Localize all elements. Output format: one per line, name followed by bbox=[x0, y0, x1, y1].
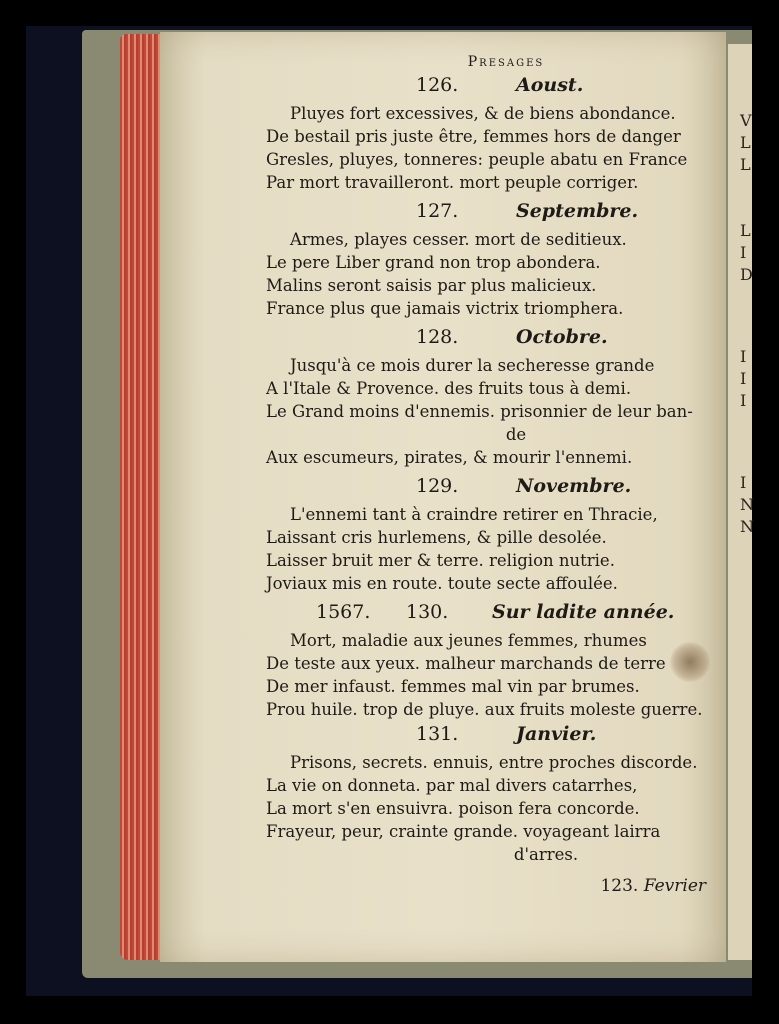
facing-letter: D bbox=[740, 265, 753, 284]
verse-line: Gresles, pluyes, tonneres: peuple abatu en France bbox=[266, 150, 688, 169]
stanza-month: Sur ladite année. bbox=[492, 601, 675, 623]
stanza-verse bbox=[266, 228, 706, 320]
stanza-number: 130. bbox=[406, 601, 449, 623]
verse-line: Jusqu'à ce mois durer la secheresse grande bbox=[290, 356, 655, 375]
catchword-number: 123. bbox=[600, 876, 639, 896]
verse-line: A l'Itale & Provence. des fruits tous à demi. bbox=[266, 379, 632, 398]
stanza-verse bbox=[266, 102, 706, 194]
stanza-number: 129. bbox=[416, 475, 459, 497]
verse-line: Par mort travailleront. mort peuple corriger. bbox=[266, 173, 639, 192]
verse-line: Malins seront saisis par plus malicieux. bbox=[266, 276, 597, 295]
facing-letter: L bbox=[740, 133, 751, 152]
facing-letter: I bbox=[740, 243, 747, 262]
stanza-heading bbox=[266, 475, 706, 503]
stanza-number: 131. bbox=[416, 723, 459, 745]
stanza-heading bbox=[266, 200, 706, 228]
verse-line: Prisons, secrets. ennuis, entre proches discorde. bbox=[290, 753, 698, 772]
verse-line: de bbox=[505, 425, 527, 444]
catchword bbox=[600, 876, 706, 896]
facing-letter: I bbox=[740, 347, 747, 366]
verse-line: Prou huile. trop de pluye. aux fruits moleste guerre. bbox=[266, 700, 703, 719]
facing-letter: I bbox=[740, 391, 747, 410]
stanza-heading bbox=[266, 723, 706, 751]
verse-line: Frayeur, peur, crainte grande. voyageant lairra bbox=[266, 822, 661, 841]
verse-line: Armes, playes cesser. mort de seditieux. bbox=[290, 230, 627, 249]
stanza-heading bbox=[266, 326, 706, 354]
verse-line: De teste aux yeux. malheur marchands de terre bbox=[266, 654, 666, 673]
verse-line: Le Grand moins d'ennemis. prisonnier de leur ban- bbox=[266, 402, 693, 421]
stanza-year: 1567. bbox=[316, 601, 371, 623]
facing-letter: N bbox=[740, 495, 754, 514]
facing-letter: L bbox=[740, 221, 751, 240]
verse-line: Le pere Liber grand non trop abondera. bbox=[266, 253, 601, 272]
verse-line: De mer infaust. femmes mal vin par brumes. bbox=[266, 677, 640, 696]
stanza-verse bbox=[266, 751, 706, 866]
facing-page-letters bbox=[740, 110, 752, 538]
verse-line: France plus que jamais victrix triomphera. bbox=[266, 299, 624, 318]
verse-line: Joviaux mis en route. toute secte affoulée. bbox=[266, 574, 618, 593]
stanza-month: Novembre. bbox=[516, 475, 632, 497]
stanza-number: 128. bbox=[416, 326, 459, 348]
stanza-month: Janvier. bbox=[516, 723, 597, 745]
verse-line: La mort s'en ensuivra. poison fera concorde. bbox=[266, 799, 640, 818]
stanza-number: 127. bbox=[416, 200, 459, 222]
facing-letter: N bbox=[740, 517, 754, 536]
verse-line: Laissant cris hurlemens, & pille desolée. bbox=[266, 528, 607, 547]
stanza-month: Octobre. bbox=[516, 326, 608, 348]
stanza-heading bbox=[266, 74, 706, 102]
facing-letter: I bbox=[740, 473, 747, 492]
facing-letter: I bbox=[740, 369, 747, 388]
facing-letter: L bbox=[740, 155, 751, 174]
verse-line: Pluyes fort excessives, & de biens abondance. bbox=[290, 104, 676, 123]
verse-line: L'ennemi tant à craindre retirer en Thracie, bbox=[290, 505, 658, 524]
stanza-verse bbox=[266, 503, 706, 595]
stanza-verse bbox=[266, 629, 706, 721]
page-text bbox=[266, 54, 706, 896]
stanza-verse bbox=[266, 354, 706, 469]
verse-line: d'arres. bbox=[513, 845, 579, 864]
stanza-number: 126. bbox=[416, 74, 459, 96]
verse-line: Aux escumeurs, pirates, & mourir l'ennemi. bbox=[266, 448, 633, 467]
stanza-month: Aoust. bbox=[516, 74, 584, 96]
verse-line: La vie on donneta. par mal divers catarrhes, bbox=[266, 776, 638, 795]
catchword-word: Fevrier bbox=[643, 876, 706, 896]
verse-line: Mort, maladie aux jeunes femmes, rhumes bbox=[290, 631, 647, 650]
verse-line: Laisser bruit mer & terre. religion nutrie. bbox=[266, 551, 615, 570]
running-head: Presages bbox=[467, 54, 545, 70]
stanza-heading bbox=[266, 601, 706, 629]
facing-letter: V bbox=[740, 111, 752, 130]
stanza-month: Septembre. bbox=[516, 200, 639, 222]
verse-line: De bestail pris juste être, femmes hors de danger bbox=[266, 127, 681, 146]
